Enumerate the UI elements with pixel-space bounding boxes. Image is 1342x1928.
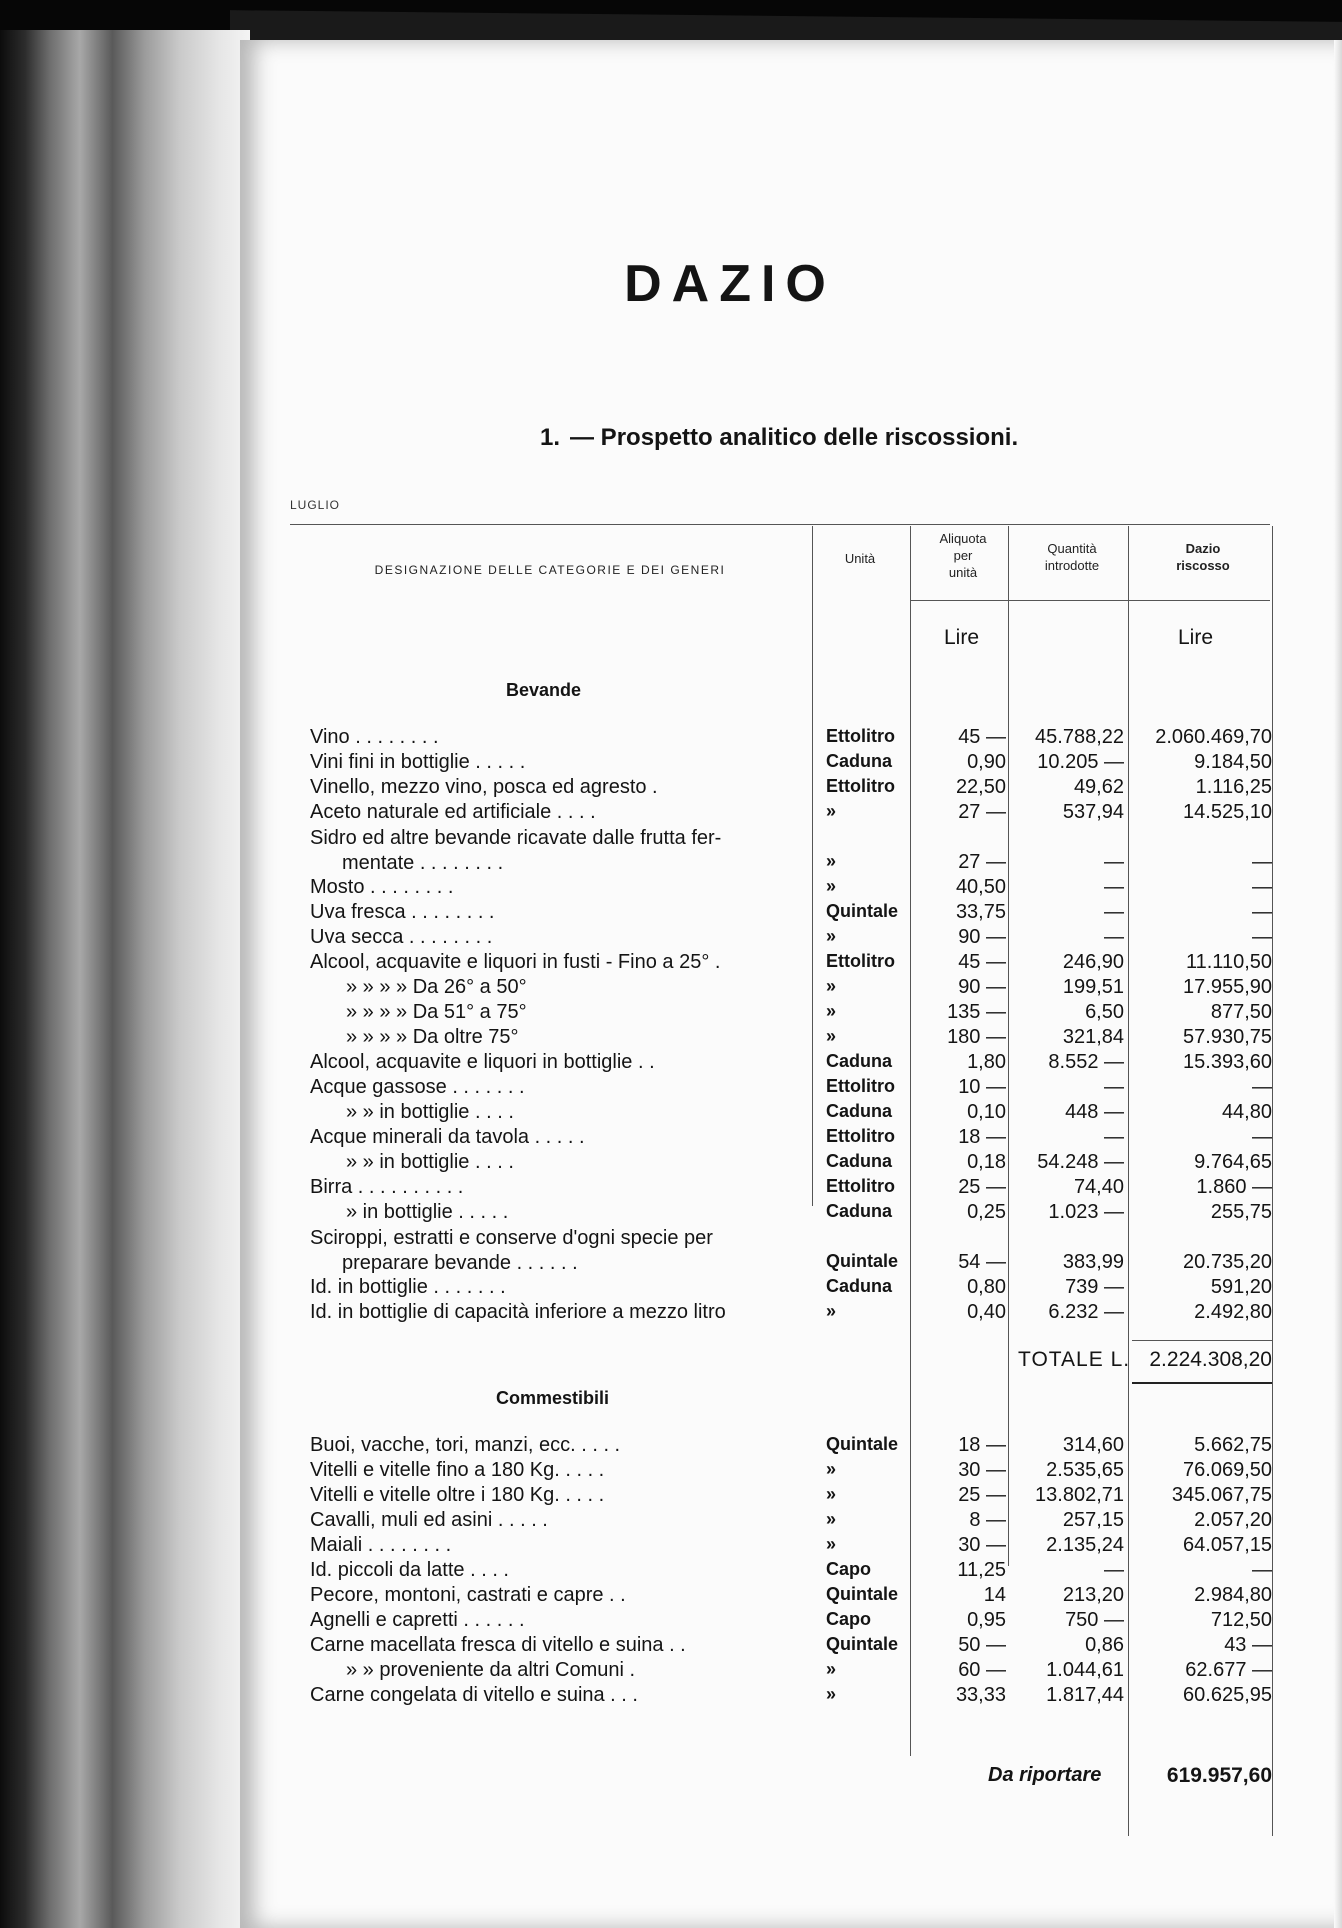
- row-description: [310, 1026, 800, 1049]
- table-row: [0, 1301, 1342, 1326]
- row-unit: »: [826, 1026, 837, 1046]
- row-description: [310, 1226, 800, 1276]
- row-unit: Quintale: [826, 1584, 899, 1604]
- row-quantity: 13.802,71: [1035, 1484, 1124, 1506]
- page-title: DAZIO: [624, 255, 836, 313]
- row-quantity: 383,99: [1062, 1251, 1124, 1273]
- row-rate: 50 —: [958, 1634, 1006, 1656]
- row-rate: 22,50: [955, 776, 1006, 798]
- row-rate: 0,25: [967, 1201, 1006, 1223]
- row-unit: Ettolitro: [826, 776, 895, 796]
- row-description-line: » » » » Da 51° a 75°: [346, 1001, 527, 1023]
- row-duty: 62.677 —: [1185, 1659, 1272, 1681]
- row-description-line: » in bottiglie . . . . .: [346, 1201, 509, 1223]
- row-duty: 57.930,75: [1183, 1026, 1272, 1048]
- row-description-line: Pecore, montoni, castrati e capre . .: [310, 1584, 626, 1606]
- row-quantity: 448 —: [1065, 1101, 1124, 1123]
- table-row: [0, 1151, 1342, 1176]
- row-rate: 11,25: [957, 1559, 1006, 1581]
- row-description-line: Acque gassose . . . . . . .: [310, 1076, 525, 1098]
- row-description: [310, 1684, 800, 1707]
- row-unit: Quintale: [826, 1634, 899, 1654]
- row-unit: Caduna: [826, 1101, 893, 1121]
- table-row: [0, 1459, 1342, 1484]
- table-row: [0, 1001, 1342, 1026]
- row-duty: —: [1252, 901, 1272, 923]
- row-quantity: 2.535,65: [1046, 1459, 1124, 1481]
- header-duty-line: Dazio: [1185, 541, 1221, 556]
- row-description: [310, 1484, 800, 1507]
- row-description: [310, 1051, 800, 1074]
- header-duty: [1138, 540, 1268, 574]
- row-rate: 27 —: [958, 801, 1006, 823]
- total-label: TOTALE L.: [1018, 1348, 1131, 1371]
- row-duty: 2.060.469,70: [1155, 726, 1272, 748]
- row-rate: 8 —: [969, 1509, 1006, 1531]
- row-rate: 1,80: [967, 1051, 1006, 1073]
- row-description-line: Cavalli, muli ed asini . . . . .: [310, 1509, 548, 1531]
- row-quantity: —: [1104, 901, 1124, 923]
- row-unit: »: [826, 1459, 837, 1479]
- row-description: [310, 1101, 800, 1124]
- row-description-line: Carne macellata fresca di vitello e suina . .: [310, 1634, 686, 1656]
- row-unit: »: [826, 1001, 837, 1021]
- row-description: [310, 1001, 800, 1024]
- row-description-line: Vino . . . . . . . .: [310, 726, 439, 748]
- row-description: [310, 926, 800, 949]
- row-description: [310, 1176, 800, 1199]
- table-row: [0, 1226, 1342, 1276]
- table-row: [0, 801, 1342, 826]
- section-heading: [540, 424, 1060, 452]
- row-duty: —: [1252, 851, 1272, 873]
- row-unit: »: [826, 801, 837, 821]
- row-description-line: » » in bottiglie . . . .: [346, 1101, 514, 1123]
- table-row: [0, 1026, 1342, 1051]
- header-rate-line: unità: [948, 565, 978, 580]
- row-rate: 40,50: [955, 876, 1006, 898]
- row-quantity: 2.135,24: [1046, 1534, 1124, 1556]
- table-row: [0, 1276, 1342, 1301]
- header-rate-line: per: [953, 548, 973, 563]
- row-unit: Quintale: [826, 1251, 899, 1271]
- table-row: [0, 1534, 1342, 1559]
- table-row: [0, 876, 1342, 901]
- table-row: [0, 1509, 1342, 1534]
- table-row: [0, 1684, 1342, 1709]
- row-description: [310, 1509, 800, 1532]
- table-header-rule: [910, 600, 1270, 601]
- table-row: [0, 1484, 1342, 1509]
- row-description: [310, 976, 800, 999]
- row-duty: 1.860 —: [1196, 1176, 1272, 1198]
- row-rate: 180 —: [947, 1026, 1006, 1048]
- row-description: [310, 1584, 800, 1607]
- row-duty: 17.955,90: [1183, 976, 1272, 998]
- row-description-continuation: mentate . . . . . . . .: [342, 852, 504, 874]
- row-rate: 0,18: [967, 1151, 1006, 1173]
- table-row: [0, 1559, 1342, 1584]
- row-quantity: 74,40: [1073, 1176, 1124, 1198]
- row-rate: 45 —: [958, 951, 1006, 973]
- row-quantity: 1.044,61: [1046, 1659, 1124, 1681]
- row-rate: 135 —: [947, 1001, 1006, 1023]
- table-row: [0, 1076, 1342, 1101]
- total-rule: [1132, 1340, 1272, 1341]
- row-description: [310, 751, 800, 774]
- row-duty: 9.184,50: [1194, 751, 1272, 773]
- table-row: [0, 1584, 1342, 1609]
- row-quantity: 199,51: [1062, 976, 1124, 998]
- row-unit: »: [826, 851, 837, 871]
- row-unit: Capo: [826, 1559, 871, 1579]
- row-rate: 0,40: [967, 1301, 1006, 1323]
- row-quantity: 537,94: [1062, 801, 1124, 823]
- table-row: [0, 1176, 1342, 1201]
- row-description-line: » » » » Da oltre 75°: [346, 1026, 519, 1048]
- row-description-line: Sciroppi, estratti e conserve d'ogni specie per: [310, 1227, 713, 1249]
- row-description-line: » » » » Da 26° a 50°: [346, 976, 527, 998]
- row-unit: Ettolitro: [826, 1176, 895, 1196]
- row-rate: 54 —: [958, 1251, 1006, 1273]
- row-unit: Caduna: [826, 1151, 893, 1171]
- row-unit: »: [826, 1301, 837, 1321]
- row-rate: 25 —: [958, 1176, 1006, 1198]
- total-value: 2.224.308,20: [1149, 1348, 1272, 1371]
- row-rate: 0,90: [967, 751, 1006, 773]
- row-description-line: Acque minerali da tavola . . . . .: [310, 1126, 585, 1148]
- row-description: [310, 876, 800, 899]
- row-unit: Ettolitro: [826, 1076, 895, 1096]
- row-duty: —: [1252, 1076, 1272, 1098]
- row-unit: Caduna: [826, 1276, 893, 1296]
- table-row: [0, 1609, 1342, 1634]
- row-rate: 14: [983, 1584, 1006, 1606]
- row-description-line: Mosto . . . . . . . .: [310, 876, 454, 898]
- row-duty: 5.662,75: [1194, 1434, 1272, 1456]
- row-quantity: 0,86: [1085, 1634, 1124, 1656]
- row-description-line: Sidro ed altre bevande ricavate dalle frutta fer-: [310, 827, 722, 849]
- row-unit: Caduna: [826, 1051, 893, 1071]
- row-rate: 25 —: [958, 1484, 1006, 1506]
- row-unit: Ettolitro: [826, 951, 895, 971]
- row-unit: »: [826, 1509, 837, 1529]
- row-description: [310, 1201, 800, 1224]
- row-quantity: 6.232 —: [1048, 1301, 1124, 1323]
- row-quantity: 45.788,22: [1035, 726, 1124, 748]
- row-description-line: Buoi, vacche, tori, manzi, ecc. . . . .: [310, 1434, 621, 1456]
- row-unit: »: [826, 1659, 837, 1679]
- row-description-line: Uva secca . . . . . . . .: [310, 926, 493, 948]
- header-duty-line: riscosso: [1176, 558, 1230, 573]
- row-duty: 76.069,50: [1183, 1459, 1272, 1481]
- commestibili-rows: [0, 1434, 1342, 1709]
- row-duty: 11.110,50: [1185, 951, 1272, 973]
- row-unit: Quintale: [826, 1434, 899, 1454]
- row-duty: 15.393,60: [1183, 1051, 1272, 1073]
- row-duty: 9.764,65: [1194, 1151, 1272, 1173]
- row-duty: 591,20: [1210, 1276, 1272, 1298]
- row-rate: 0,95: [967, 1609, 1006, 1631]
- row-rate: 27 —: [958, 851, 1006, 873]
- row-description: [310, 1126, 800, 1149]
- month-label: LUGLIO: [290, 498, 341, 512]
- row-unit: »: [826, 1534, 837, 1554]
- row-quantity: 213,20: [1062, 1584, 1124, 1606]
- row-duty: 43 —: [1224, 1634, 1272, 1656]
- row-description-line: Vinello, mezzo vino, posca ed agresto .: [310, 776, 658, 798]
- row-description-line: Alcool, acquavite e liquori in bottiglie . .: [310, 1051, 655, 1073]
- currency-rate: Lire: [944, 626, 980, 649]
- row-description: [310, 801, 800, 824]
- row-duty: 20.735,20: [1183, 1251, 1272, 1273]
- category-title-commestibili: Commestibili: [496, 1388, 610, 1408]
- row-rate: 30 —: [958, 1459, 1006, 1481]
- header-quantity-line: Quantità: [1047, 541, 1097, 556]
- row-rate: 30 —: [958, 1534, 1006, 1556]
- row-rate: 0,80: [967, 1276, 1006, 1298]
- row-description-line: » » proveniente da altri Comuni .: [346, 1659, 636, 1681]
- row-duty: 877,50: [1210, 1001, 1272, 1023]
- section-title: — Prospetto analitico delle riscossioni.: [570, 424, 1019, 451]
- table-row: [0, 901, 1342, 926]
- row-quantity: 49,62: [1073, 776, 1124, 798]
- row-description-line: Id. in bottiglie . . . . . . .: [310, 1276, 506, 1298]
- row-rate: 18 —: [958, 1434, 1006, 1456]
- row-description-line: Maiali . . . . . . . .: [310, 1534, 452, 1556]
- table-row: [0, 951, 1342, 976]
- row-quantity: 257,15: [1062, 1509, 1124, 1531]
- row-quantity: —: [1104, 876, 1124, 898]
- row-description: [310, 726, 800, 749]
- row-duty: 2.492,80: [1194, 1301, 1272, 1323]
- row-duty: —: [1252, 1559, 1272, 1581]
- row-description: [310, 826, 800, 876]
- row-duty: 255,75: [1210, 1201, 1272, 1223]
- table-row: [0, 926, 1342, 951]
- row-description: [310, 1276, 800, 1299]
- row-rate: 90 —: [958, 976, 1006, 998]
- row-duty: 2.984,80: [1194, 1584, 1272, 1606]
- row-description: [310, 1434, 800, 1457]
- row-description-line: Birra . . . . . . . . . .: [310, 1176, 464, 1198]
- row-description-line: Id. piccoli da latte . . . .: [310, 1559, 509, 1581]
- row-description: [310, 1609, 800, 1632]
- row-quantity: 8.552 —: [1048, 1051, 1124, 1073]
- header-unit: Unità: [844, 551, 876, 566]
- row-description: [310, 776, 800, 799]
- row-quantity: —: [1104, 1559, 1124, 1581]
- row-description: [310, 1076, 800, 1099]
- row-unit: »: [826, 1684, 837, 1704]
- table-row: [0, 1101, 1342, 1126]
- row-quantity: 6,50: [1085, 1001, 1124, 1023]
- row-description-line: Vitelli e vitelle fino a 180 Kg. . . . .: [310, 1459, 605, 1481]
- row-duty: 345.067,75: [1171, 1484, 1272, 1506]
- table-row: [0, 976, 1342, 1001]
- row-rate: 90 —: [958, 926, 1006, 948]
- table-top-rule: [290, 524, 1270, 525]
- header-quantity-line: introdotte: [1044, 558, 1100, 573]
- row-duty: —: [1252, 876, 1272, 898]
- row-description: [310, 1634, 800, 1657]
- row-duty: 1.116,25: [1195, 776, 1272, 798]
- row-duty: 14.525,10: [1183, 801, 1272, 823]
- row-description-line: Aceto naturale ed artificiale . . . .: [310, 801, 596, 823]
- row-quantity: 10.205 —: [1037, 751, 1124, 773]
- row-unit: Ettolitro: [826, 1126, 895, 1146]
- row-description: [310, 1151, 800, 1174]
- total-underline: [1132, 1382, 1272, 1384]
- row-description-line: Uva fresca . . . . . . . .: [310, 901, 495, 923]
- row-description: [310, 1559, 800, 1582]
- section-number: 1.: [540, 424, 561, 451]
- row-duty: 2.057,20: [1194, 1509, 1272, 1531]
- row-duty: —: [1252, 926, 1272, 948]
- row-unit: »: [826, 926, 837, 946]
- row-description-line: Agnelli e capretti . . . . . .: [310, 1609, 525, 1631]
- header-rate: [918, 530, 1008, 581]
- header-quantity: [1012, 540, 1132, 574]
- row-description-line: Vitelli e vitelle oltre i 180 Kg. . . . .: [310, 1484, 605, 1506]
- table-row: [0, 826, 1342, 876]
- row-quantity: 54.248 —: [1037, 1151, 1124, 1173]
- row-quantity: —: [1104, 1076, 1124, 1098]
- table-row: [0, 1126, 1342, 1151]
- table-row: [0, 751, 1342, 776]
- row-duty: 64.057,15: [1183, 1534, 1272, 1556]
- row-quantity: 750 —: [1065, 1609, 1124, 1631]
- row-rate: 33,75: [955, 901, 1006, 923]
- row-duty: 44,80: [1221, 1101, 1272, 1123]
- header-rate-line: Aliquota: [939, 531, 987, 546]
- carry-forward-value: 619.957,60: [1166, 1764, 1272, 1787]
- carry-forward-label: Da riportare: [988, 1764, 1102, 1786]
- row-description-line: Carne congelata di vitello e suina . . .: [310, 1684, 638, 1706]
- row-quantity: 739 —: [1065, 1276, 1124, 1298]
- table-row: [0, 1434, 1342, 1459]
- row-quantity: 314,60: [1062, 1434, 1124, 1456]
- header-description: DESIGNAZIONE DELLE CATEGORIE E DEI GENERI: [374, 563, 726, 577]
- row-duty: 712,50: [1210, 1609, 1272, 1631]
- currency-duty: Lire: [1178, 626, 1214, 649]
- row-description-continuation: preparare bevande . . . . . .: [342, 1252, 578, 1274]
- row-rate: 60 —: [958, 1659, 1006, 1681]
- row-description-line: Vini fini in bottiglie . . . . .: [310, 751, 526, 773]
- row-description: [310, 1301, 800, 1324]
- row-description-line: » » in bottiglie . . . .: [346, 1151, 514, 1173]
- row-rate: 45 —: [958, 726, 1006, 748]
- row-unit: Capo: [826, 1609, 871, 1629]
- row-quantity: —: [1104, 926, 1124, 948]
- row-description: [310, 901, 800, 924]
- row-quantity: 321,84: [1062, 1026, 1124, 1048]
- row-rate: 33,33: [955, 1684, 1006, 1706]
- row-unit: »: [826, 1484, 837, 1504]
- row-quantity: 1.817,44: [1046, 1684, 1124, 1706]
- category-title-bevande: Bevande: [506, 680, 582, 700]
- row-unit: Ettolitro: [826, 726, 895, 746]
- row-unit: Caduna: [826, 751, 893, 771]
- table-row: [0, 726, 1342, 751]
- row-description: [310, 1659, 800, 1682]
- row-description-line: Alcool, acquavite e liquori in fusti - Fino a 25° .: [310, 951, 721, 973]
- row-quantity: 246,90: [1062, 951, 1124, 973]
- row-quantity: 1.023 —: [1048, 1201, 1124, 1223]
- row-unit: »: [826, 976, 837, 996]
- row-quantity: —: [1104, 1126, 1124, 1148]
- total-row: [0, 1348, 1342, 1378]
- row-description: [310, 1459, 800, 1482]
- table-row: [0, 1201, 1342, 1226]
- table-row: [0, 1051, 1342, 1076]
- row-description: [310, 1534, 800, 1557]
- row-rate: 18 —: [958, 1126, 1006, 1148]
- row-duty: —: [1252, 1126, 1272, 1148]
- row-unit: »: [826, 876, 837, 896]
- table-row: [0, 1634, 1342, 1659]
- bevande-rows: [0, 726, 1342, 1326]
- row-duty: 60.625,95: [1183, 1684, 1272, 1706]
- row-unit: Caduna: [826, 1201, 893, 1221]
- row-description: [310, 951, 800, 974]
- row-quantity: —: [1104, 851, 1124, 873]
- table-row: [0, 1659, 1342, 1684]
- row-rate: 10 —: [958, 1076, 1006, 1098]
- row-rate: 0,10: [967, 1101, 1006, 1123]
- row-description-line: Id. in bottiglie di capacità inferiore a mezzo litro: [310, 1301, 726, 1323]
- row-unit: Quintale: [826, 901, 899, 921]
- table-row: [0, 776, 1342, 801]
